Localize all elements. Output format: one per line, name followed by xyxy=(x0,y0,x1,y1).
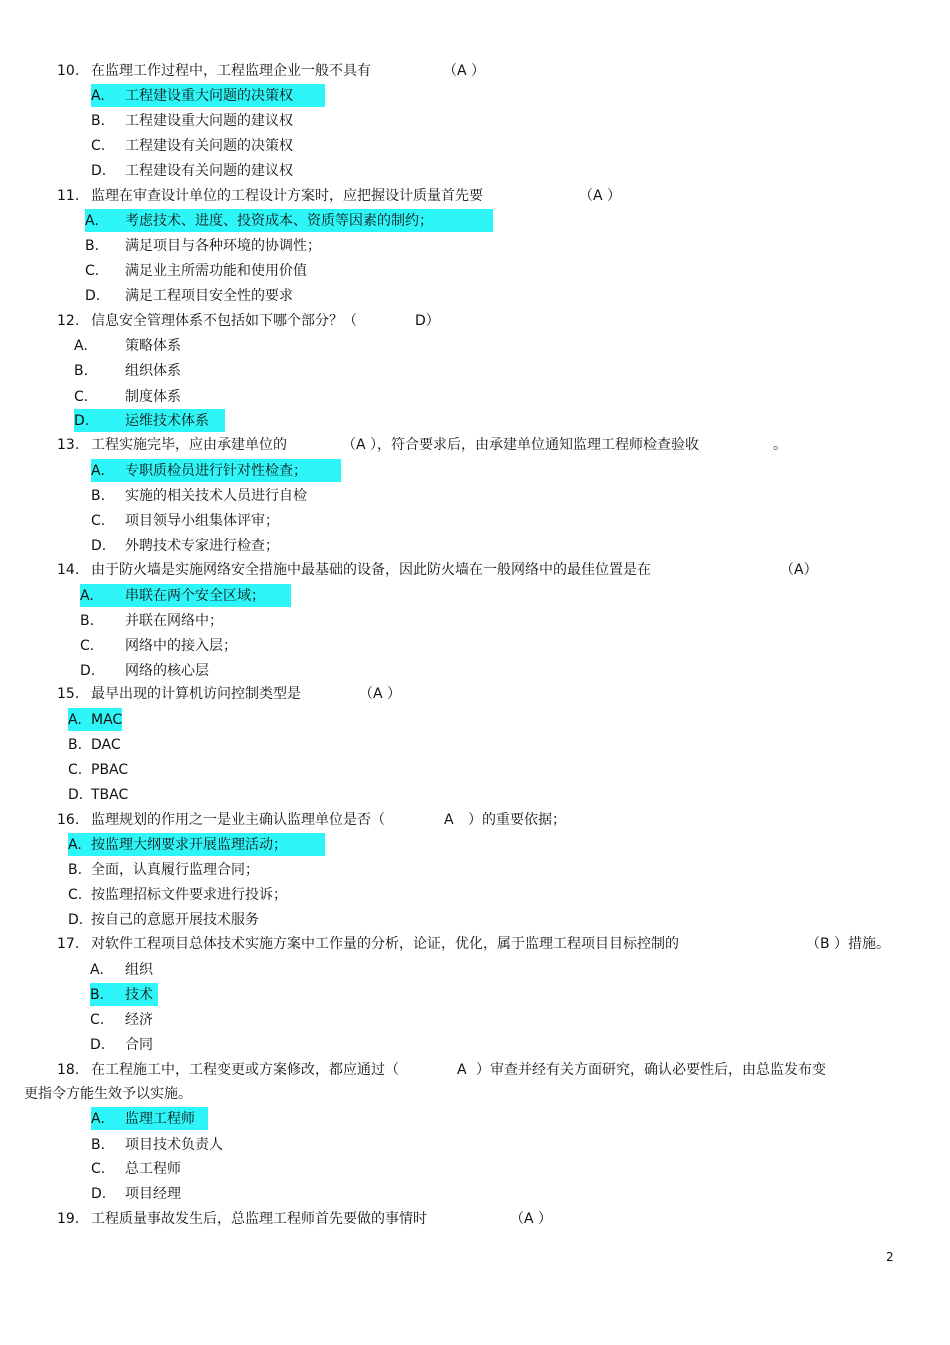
option-letter: B. xyxy=(80,613,95,629)
option-text: 按监理招标文件要求进行投诉； xyxy=(91,887,287,903)
option-text: 策略体系 xyxy=(125,338,181,354)
option-letter: C. xyxy=(91,1161,106,1177)
question-stem-continuation: 更指令方能生效予以实施。 xyxy=(24,1086,192,1102)
answer-mark: （A ） xyxy=(359,686,402,702)
option-text: 满足项目与各种环境的协调性； xyxy=(125,238,321,254)
option-letter: C. xyxy=(80,638,95,654)
option-letter: C. xyxy=(91,138,106,154)
option-text: 监理工程师 xyxy=(125,1111,195,1127)
option-letter: B. xyxy=(85,238,100,254)
question-number: 15. xyxy=(57,686,80,702)
option-text: 按监理大纲要求开展监理活动； xyxy=(91,837,287,853)
option-letter: A. xyxy=(68,712,82,728)
option-letter: D. xyxy=(68,787,84,803)
question-stem: 对软件工程项目总体技术实施方案中工作量的分析，论证，优化，属于监理工程项目目标控制的 xyxy=(91,936,679,952)
question-tail: 。 xyxy=(773,437,787,453)
option-letter: B. xyxy=(68,737,83,753)
answer-mark: （A ） xyxy=(510,1211,553,1227)
question-tail: ）的重要依据； xyxy=(468,812,566,828)
question-number: 18. xyxy=(57,1062,80,1078)
option-letter: C. xyxy=(68,887,83,903)
option-text: 满足业主所需功能和使用价值 xyxy=(125,263,307,279)
option-letter: A. xyxy=(74,338,88,354)
option-letter: D. xyxy=(68,912,84,928)
option-text: MAC xyxy=(91,712,123,728)
option-text: 工程建设有关问题的决策权 xyxy=(125,138,293,154)
option-text: 网络中的接入层； xyxy=(125,638,237,654)
option-letter: C. xyxy=(74,389,89,405)
question-stem: 监理规划的作用之一是业主确认监理单位是否（ xyxy=(91,812,385,828)
option-letter: D. xyxy=(80,663,96,679)
option-text: TBAC xyxy=(91,787,129,803)
question-number: 10. xyxy=(57,63,80,79)
question-number: 12. xyxy=(57,313,80,329)
answer-mark: A xyxy=(444,812,454,828)
option-letter: B. xyxy=(91,113,106,129)
option-text: 项目领导小组集体评审； xyxy=(125,513,279,529)
option-letter: C. xyxy=(90,1012,105,1028)
question-number: 14. xyxy=(57,562,80,578)
option-text: 组织 xyxy=(125,962,153,978)
option-text: 串联在两个安全区域； xyxy=(125,588,265,604)
option-letter: B. xyxy=(74,363,89,379)
option-text: 工程建设有关问题的建议权 xyxy=(125,163,293,179)
option-letter: D. xyxy=(74,413,90,429)
answer-mark: （A ） xyxy=(443,63,486,79)
option-text: 考虑技术、进度、投资成本、资质等因素的制约； xyxy=(125,213,433,229)
option-text: 合同 xyxy=(125,1037,153,1053)
option-letter: C. xyxy=(91,513,106,529)
option-letter: B. xyxy=(90,987,105,1003)
question-stem: 工程实施完毕，应由承建单位的 xyxy=(91,437,287,453)
option-letter: A. xyxy=(80,588,94,604)
option-letter: C. xyxy=(68,762,83,778)
question-stem: 在工程施工中，工程变更或方案修改，都应通过（ xyxy=(91,1062,399,1078)
option-text: 经济 xyxy=(125,1012,153,1028)
option-text: 并联在网络中； xyxy=(125,613,223,629)
answer-mark: （A ） xyxy=(579,188,622,204)
answer-mark: （A） xyxy=(780,562,818,578)
option-letter: A. xyxy=(68,837,82,853)
question-tail: ）审查并经有关方面研究，确认必要性后，由总监发布变 xyxy=(476,1062,826,1078)
option-text: 外聘技术专家进行检查； xyxy=(125,538,279,554)
option-letter: B. xyxy=(68,862,83,878)
option-text: 专职质检员进行针对性检查； xyxy=(125,463,307,479)
option-letter: D. xyxy=(91,1186,107,1202)
option-letter: A. xyxy=(91,88,105,104)
option-letter: A. xyxy=(90,962,104,978)
option-text: 工程建设重大问题的决策权 xyxy=(125,88,293,104)
answer-mark: （B ）措施。 xyxy=(806,936,891,952)
question-stem: 由于防火墙是实施网络安全措施中最基础的设备，因此防火墙在一般网络中的最佳位置是在 xyxy=(91,562,651,578)
option-letter: D. xyxy=(90,1037,106,1053)
option-letter: D. xyxy=(85,288,101,304)
option-text: PBAC xyxy=(91,762,129,778)
answer-mark: （A ），符合要求后，由承建单位通知监理工程师检查验收 xyxy=(342,437,700,453)
question-number: 17. xyxy=(57,936,80,952)
option-text: 组织体系 xyxy=(125,363,181,379)
question-stem: 监理在审查设计单位的工程设计方案时，应把握设计质量首先要 xyxy=(91,188,483,204)
option-text: 项目经理 xyxy=(125,1186,181,1202)
option-text: 工程建设重大问题的建议权 xyxy=(125,113,293,129)
option-letter: A. xyxy=(91,463,105,479)
question-stem: 在监理工作过程中，工程监理企业一般不具有 xyxy=(91,63,371,79)
option-letter: A. xyxy=(91,1111,105,1127)
answer-mark: A xyxy=(457,1062,467,1078)
option-text: 全面，认真履行监理合同； xyxy=(91,862,259,878)
option-text: 按自己的意愿开展技术服务 xyxy=(91,912,259,928)
question-number: 19. xyxy=(57,1211,80,1227)
answer-mark: D） xyxy=(415,313,440,329)
page-number: 2 xyxy=(886,1250,894,1264)
option-letter: B. xyxy=(91,1137,106,1153)
option-text: 实施的相关技术人员进行自检 xyxy=(125,488,307,504)
option-text: 运维技术体系 xyxy=(125,413,209,429)
option-letter: D. xyxy=(91,163,107,179)
option-text: DAC xyxy=(91,737,121,753)
option-letter: D. xyxy=(91,538,107,554)
option-letter: C. xyxy=(85,263,100,279)
option-text: 制度体系 xyxy=(125,389,181,405)
question-number: 11. xyxy=(57,188,80,204)
option-text: 总工程师 xyxy=(125,1161,181,1177)
option-letter: B. xyxy=(91,488,106,504)
question-number: 13. xyxy=(57,437,80,453)
question-stem: 最早出现的计算机访问控制类型是 xyxy=(91,686,301,702)
option-text: 项目技术负责人 xyxy=(125,1137,223,1153)
question-stem: 信息安全管理体系不包括如下哪个部分？（ xyxy=(91,313,357,329)
option-text: 网络的核心层 xyxy=(125,663,209,679)
option-text: 满足工程项目安全性的要求 xyxy=(125,288,293,304)
question-number: 16. xyxy=(57,812,80,828)
option-text: 技术 xyxy=(125,987,153,1003)
option-letter: A. xyxy=(85,213,99,229)
question-stem: 工程质量事故发生后，总监理工程师首先要做的事情时 xyxy=(91,1211,427,1227)
